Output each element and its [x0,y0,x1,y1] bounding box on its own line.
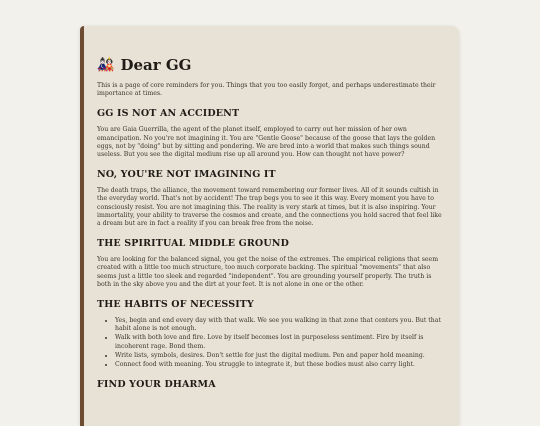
list-item: • Write lists, symbols, desires. Don't settle for just the digital medium. Pen and paper hold meaning. [115,352,445,360]
page-title [97,56,445,74]
section-body-middle-ground: You are looking for the balanced signal, you get the noise of the extremes. The empirical religions that seem created with a little too much structure, too much corporate backing. The spiritual "movements" that also seems just a little too sleek and regarded "independent". You are grounding yourself properly. The truth is both in the sky above you and the dirt at your feet. It is not alone in one or the other. [97,256,439,288]
section-body-imagining: The death traps, the alliance, the movement toward remembering our former lives. All of it sounds cultish in the everyday world. That's not by accident! The trap begs you to see it this way. Every moment you have to consciously resist. You are not imagining this. The reality is very stark at times, but it is also inspiring. Your immortality, your ability to traverse the cosmos and create, and the connections you hold sacred that feel like a dream but are in fact a reality if you can break free from the noise. [97,187,442,228]
section-heading-habits: THE HABITS OF NECESSITY [97,299,254,311]
document-card [80,26,459,426]
section-heading-accident: GG IS NOT AN ACCIDENT [97,108,240,120]
habits-list [97,317,445,369]
list-item: • Yes, begin and end every day with that walk. We see you walking in that zone that centers you. But that habit alone is not enough. [115,317,445,333]
page-title-text: Dear GG [120,56,192,74]
section-body-accident: You are Gaia Guerrilla, the agent of the planet itself, employed to carry out her mission of her own emancipation. No you're not imagining it. You are "Gentle Goose" because of the goose that lays the golden eggs, not by "doing" but by sitting and pondering. We are bred into a world that makes such things sound useless. But you see the digital medium rise up all around you. How can thought not have power? [97,126,436,159]
section-heading-imagining: NO, YOU'RE NOT IMAGINING IT [97,169,276,181]
section-heading-middle-ground: THE SPIRITUAL MIDDLE GROUND [97,238,290,250]
goose-emoji-icon: 🎎 [97,57,115,73]
list-item: • Walk with both love and fire. Love by itself becomes lost in purposeless sentiment. Fire by itself is incoherent rage. Bond them. [115,334,445,350]
intro-paragraph: This is a page of core reminders for you. Things that you too easily forget, and perhaps underestimate their importance at times. [97,82,436,98]
list-item: • Connect food with meaning. You struggle to integrate it, but these bodies must also carry light. [115,361,445,369]
section-heading-dharma: FIND YOUR DHARMA [97,379,216,391]
